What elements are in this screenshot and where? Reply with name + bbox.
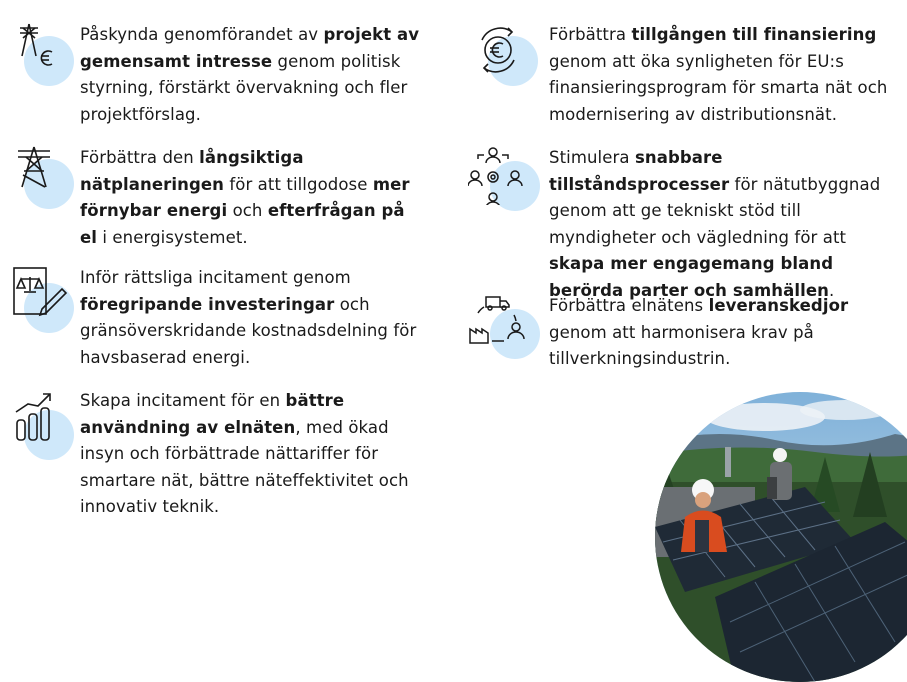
solar-installers-photo: [655, 392, 907, 682]
euro-exchange-icon: [468, 22, 528, 82]
item-text: Förbättra tillgången till finansiering genom att öka synligheten för EU:s finansieringsprogram för smarta nät och modernisering av distributionsnät.: [549, 25, 888, 124]
item-text: Stimulera snabbare tillståndsprocesser för nätutbyggnad genom att ge tekniskt stöd till myndigheter och vägledning för att skapa mer engagemang bland berörda parter och samhällen.: [549, 148, 881, 300]
item-text: Förbättra den långsiktiga nätplaneringen för att tillgodose mer förnybar energi och efterfrågan på el i energisystemet.: [80, 148, 410, 247]
growth-chart-icon: [10, 388, 70, 448]
pylon-icon: [10, 145, 70, 205]
stakeholders-icon: [468, 145, 528, 205]
item-text: Inför rättsliga incitament genom föregripande investeringar och gränsöverskridande kostnadsdelning för havsbaserad energi.: [80, 268, 417, 367]
supply-chain-icon: [468, 293, 528, 353]
item-text: Påskynda genomförandet av projekt av gemensamt intresse genom politisk styrning, förstärkt övervakning och fler projektförslag.: [80, 25, 420, 124]
item-text: Förbättra elnätens leveranskedjor genom att harmonisera krav på tillverkningsindustrin.: [549, 296, 849, 368]
item-text: Skapa incitament för en bättre användning av elnäten, med ökad insyn och förbättrade nättariffer för smartare nät, bättre näteffektivitet och innovativ teknik.: [80, 391, 409, 516]
legal-document-icon: [10, 265, 70, 325]
pylon-euro-icon: [10, 22, 70, 82]
